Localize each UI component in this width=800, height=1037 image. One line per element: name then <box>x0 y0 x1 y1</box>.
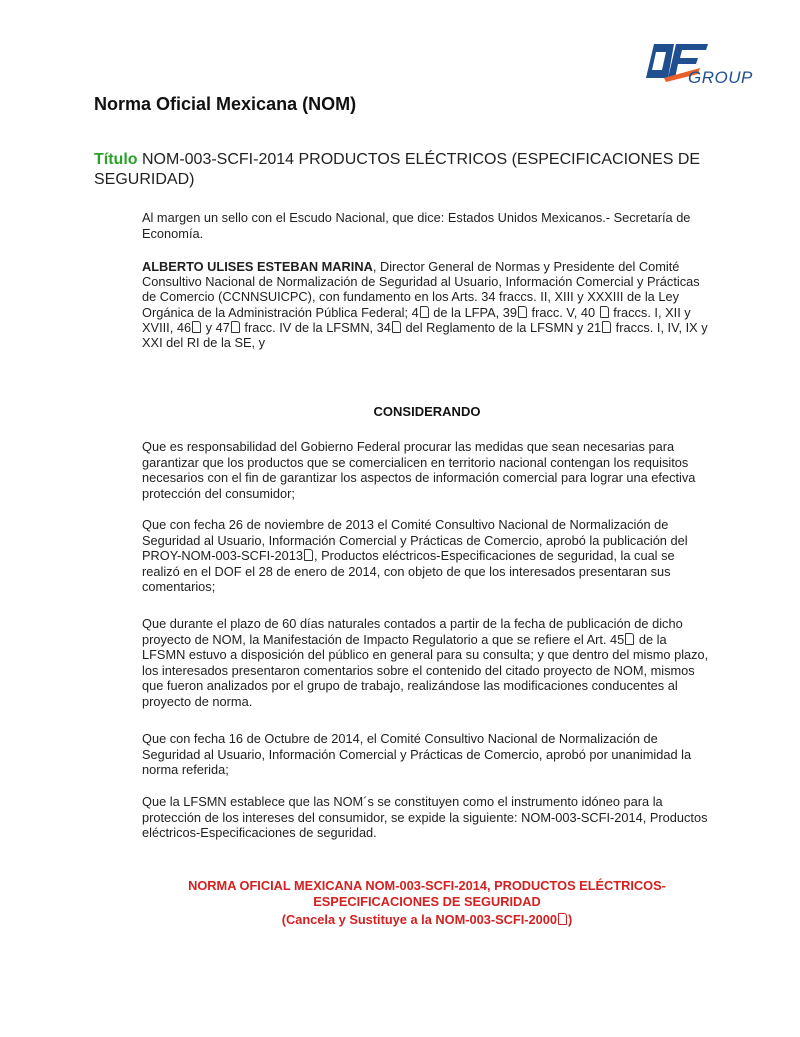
nom-title-line-2: ESPECIFICACIONES DE SEGURIDAD <box>313 894 541 909</box>
company-logo <box>640 38 752 94</box>
signatory-name: ALBERTO ULISES ESTEBAN MARINA <box>142 259 373 274</box>
nom-cancel-text-a: (Cancela y Sustituye a la NOM-003-SCFI-2000 <box>281 912 557 927</box>
page-title: Norma Oficial Mexicana (NOM) <box>94 94 357 114</box>
missing-glyph-icon <box>558 913 567 925</box>
signatory-text-5: y 47 <box>202 319 230 335</box>
considerando-paragraph-4: Que con fecha 16 de Octubre de 2014, el Comité Consultivo Nacional de Normalización de Seguridad al Usuario, Información Comercial y Prácticas de Comercio, aprobó por unanimidad la norma referida; <box>142 731 692 778</box>
missing-glyph-icon <box>392 321 401 333</box>
signatory-text-8: fraccs. I, IV, IX y XXI del RI de la SE, y <box>142 319 708 351</box>
considerando-3-text-a: Que durante el plazo de 60 días naturales contados a partir de la fecha de publicación de dicho proyecto de NOM, la Manifestación de Impacto Regulatorio a que se refiere el Art. 45 <box>142 616 683 647</box>
missing-glyph-icon <box>420 306 429 318</box>
nom-cancel-note <box>142 912 712 927</box>
signatory-text-2: de la LFPA, 39 <box>429 304 517 320</box>
nom-cancel-text-b: ) <box>567 912 573 927</box>
missing-glyph-icon <box>600 306 609 318</box>
signatory-text-6: fracc. IV de la LFSMN, 34 <box>240 319 391 335</box>
missing-glyph-icon <box>625 633 634 645</box>
titulo-line <box>94 150 704 190</box>
nom-title <box>142 878 712 910</box>
missing-glyph-icon <box>192 321 201 333</box>
considerando-paragraph-2 <box>142 517 712 595</box>
considerando-3-text-b: de la LFSMN estuvo a disposición del público en general para su consulta; y que dentro del mismo plazo, los interesados presentaron comentarios sobre el contenido del citado proyecto de NOM, mismos que fueron analizados por el grupo de trabajo, realizándose las modificaciones conducentes al proyecto de norma. <box>142 631 709 709</box>
nom-title-line-1: NORMA OFICIAL MEXICANA NOM-003-SCFI-2014, PRODUCTOS ELÉCTRICOS- <box>188 878 666 893</box>
considerando-paragraph-3 <box>142 616 712 710</box>
missing-glyph-icon <box>518 306 527 318</box>
signatory-text-7: del Reglamento de la LFSMN y 21 <box>401 319 602 335</box>
missing-glyph-icon <box>231 321 240 333</box>
considerando-paragraph-5: Que la LFSMN establece que las NOM´s se constituyen como el instrumento idóneo para la protección de los intereses del consumidor, se expide la siguiente: NOM-003-SCFI-2014, Productos eléctricos-Especificaciones de seguridad. <box>142 794 708 841</box>
considerando-heading: CONSIDERANDO <box>373 404 481 419</box>
signatory-text-1: , Director General de Normas y Presidente del Comité Consultivo Nacional de Normalización de Seguridad al Usuario, Información Comercial y Prácticas de Comercio (CCNNSUICPC), con fundamento en los Arts. 34 fraccs. II, XIII y XXXIII de la Ley Orgánica de la Administración Pública Federal; 4 <box>142 259 700 320</box>
considerando-2-text-b: , Productos eléctricos-Especificaciones de seguridad, la cual se realizó en el DOF el 28 de enero de 2014, con objeto de que los interesados presentaran sus comentarios; <box>142 548 675 595</box>
missing-glyph-icon <box>304 549 313 561</box>
paragraph-seal: Al margen un sello con el Escudo Nacional, que dice: Estados Unidos Mexicanos.- Secretaría de Economía. <box>142 210 691 241</box>
paragraph-signatory <box>142 259 712 350</box>
titulo-text: NOM-003-SCFI-2014 PRODUCTOS ELÉCTRICOS (ESPECIFICACIONES DE SEGURIDAD) <box>94 151 701 188</box>
considerando-paragraph-1: Que es responsabilidad del Gobierno Federal procurar las medidas que sean necesarias para garantizar que los productos que se comercialicen en territorio nacional contengan los requisitos necesarios con el fin de garantizar los aspectos de información comercial para lograr una efectiva protección del consumidor; <box>142 439 696 501</box>
signatory-text-4: fraccs. I, XII y XVIII, 46 <box>142 304 691 335</box>
considerando-2-text-a: Que con fecha 26 de noviembre de 2013 el Comité Consultivo Nacional de Normalización de Seguridad al Usuario, Información Comercial y Prácticas de Comercio, aprobó la publicación del PROY-NOM-003-SCFI-2013 <box>142 517 688 564</box>
titulo-label: Título <box>94 151 138 168</box>
logo-text: GROUP <box>688 68 753 87</box>
missing-glyph-icon <box>602 321 611 333</box>
signatory-text-3: fracc. V, 40 <box>527 304 599 320</box>
